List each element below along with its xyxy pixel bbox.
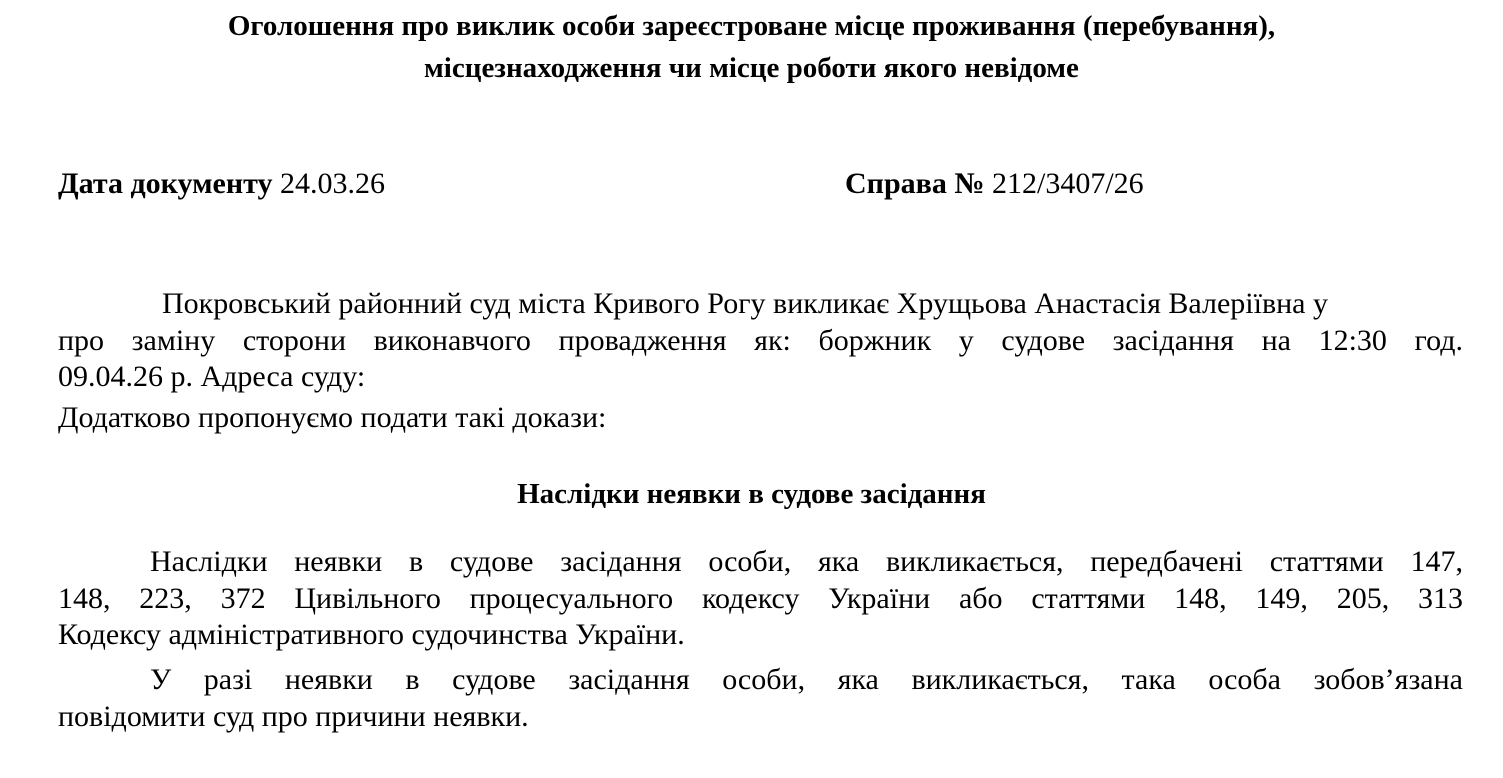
summons-paragraph (58, 286, 1463, 396)
document-title-line-1: Оголошення про виклик особи зареєстроване місце проживання (перебування), (227, 10, 1276, 42)
case-number (845, 164, 1144, 204)
summons-line-2: про заміну сторони виконавчого провадження як: боржник у судове засідання на 12:30 год. (58, 323, 1463, 357)
consequences-p1-line-2: 148, 223, 372 Цивільного процесуального кодексу України або статтями 148, 149, 205, 313 (58, 581, 1463, 615)
document-date-value: 24.03.26 (279, 167, 385, 200)
document-date (58, 164, 385, 204)
evidence-paragraph (58, 400, 1463, 437)
consequences-p2-line-1: У разі неявки в судове засідання особи, яка викликається, така особа зобов’язана (150, 663, 1463, 696)
evidence-text: Додатково пропонуємо подати такі докази: (58, 401, 607, 434)
summons-line-3: 09.04.26 р. Адреса суду: (58, 360, 366, 393)
consequences-paragraph-2 (58, 662, 1463, 735)
consequences-heading: Наслідки неявки в судове засідання (517, 478, 986, 510)
consequences-p2-line-2: повідомити суд про причини неявки. (58, 699, 529, 733)
case-number-value: 212/3407/26 (991, 167, 1144, 200)
consequences-p1-line-1: Наслідки неявки в судове засідання особи, яка викликається, передбачені статтями 147, (150, 545, 1463, 578)
summons-line-1: Покровський районний суд міста Кривого Рогу викликає Хрущьова Анастасія Валеріївна у (162, 287, 1328, 320)
consequences-p1-line-3: Кодексу адміністративного судочинства України. (58, 618, 685, 651)
case-number-label: Справа № (845, 167, 985, 200)
consequences-paragraph-1 (58, 544, 1463, 654)
document-date-label: Дата документу (58, 167, 273, 200)
document-title-line-2: місцезнаходження чи місце роботи якого невідоме (424, 52, 1079, 84)
